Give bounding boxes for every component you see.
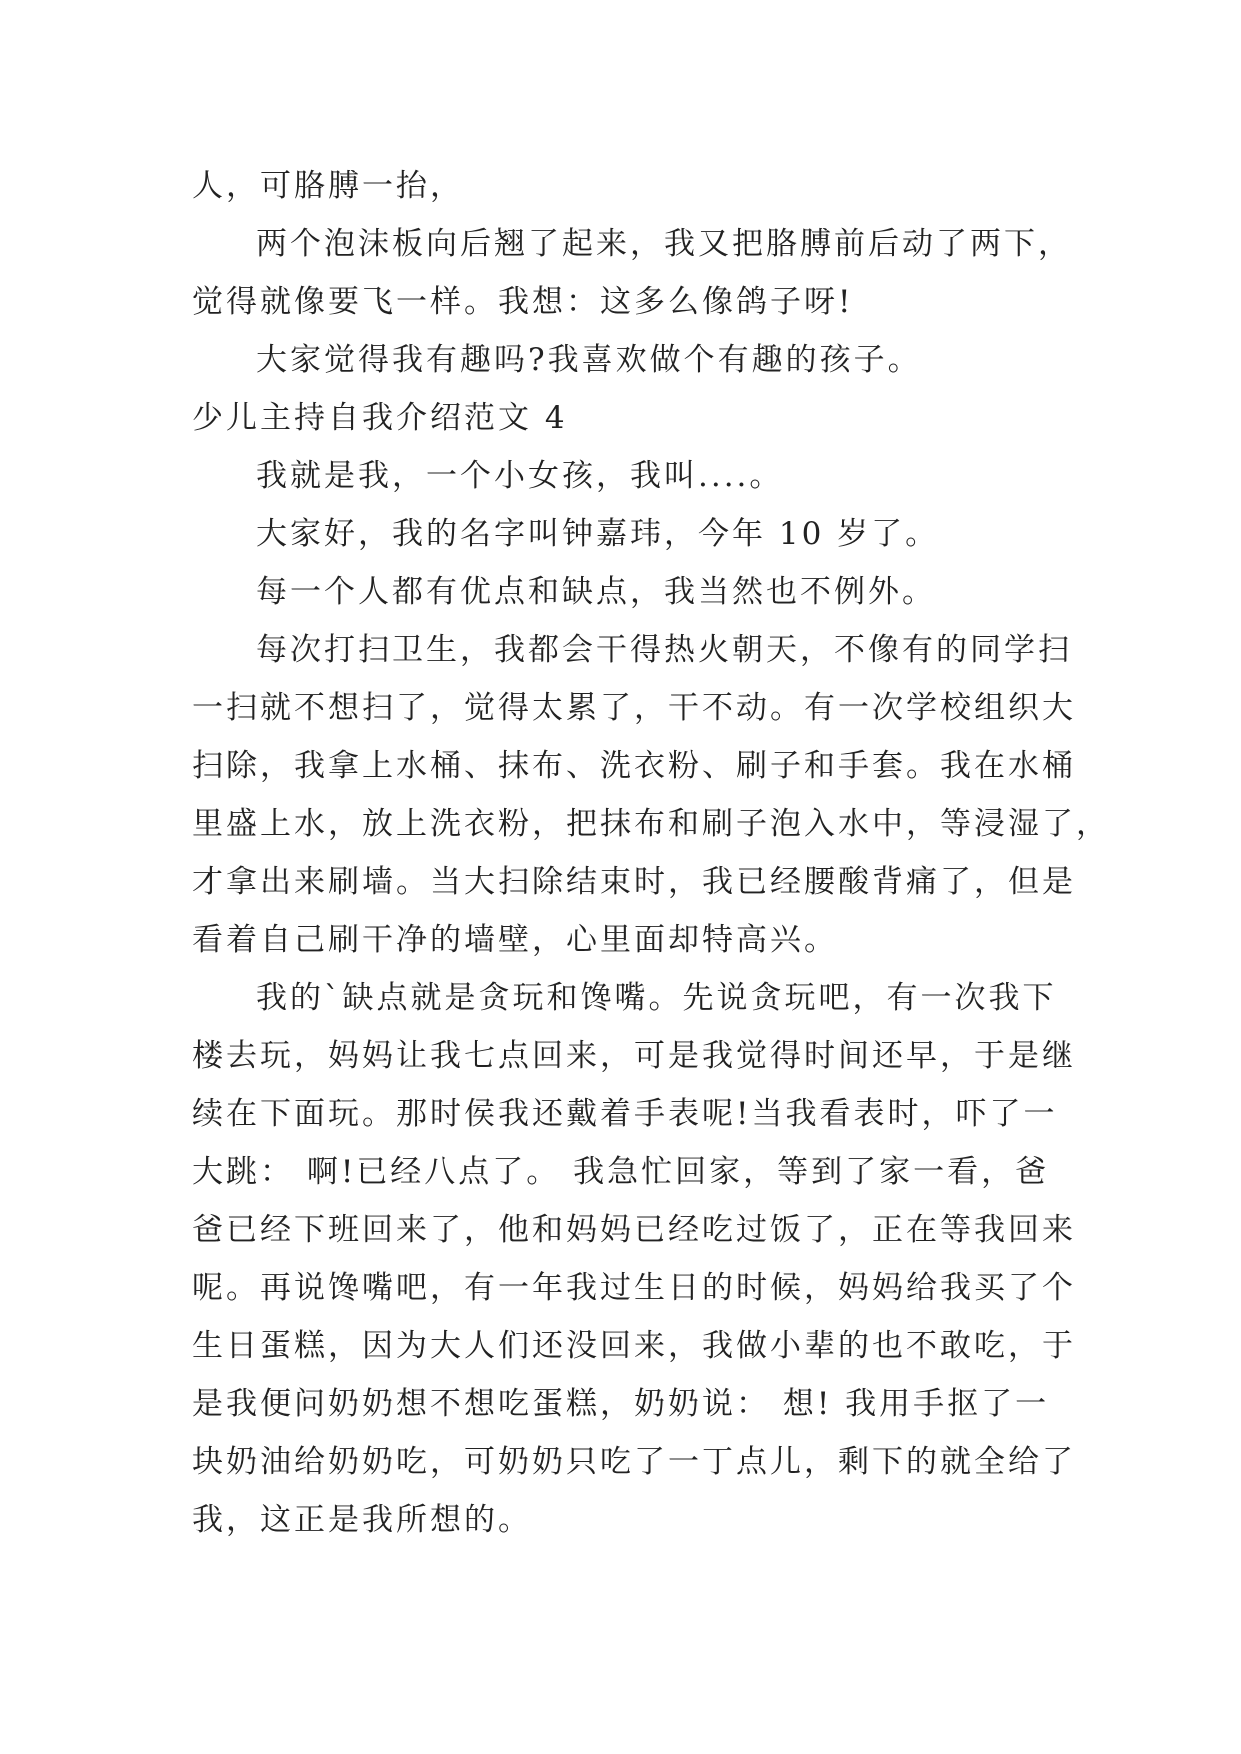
text-line: 是我便问奶奶想不想吃蛋糕，奶奶说： 想! 我用手抠了一: [192, 1386, 1050, 1422]
text-line: 续在下面玩。那时侯我还戴着手表呢!当我看表时，吓了一: [192, 1096, 1058, 1132]
text-line: 块奶油给奶奶吃，可奶奶只吃了一丁点儿，剩下的就全给了: [192, 1444, 1076, 1480]
text-line: 每次打扫卫生，我都会干得热火朝天，不像有的同学扫: [256, 632, 1072, 668]
text-line: 人，可胳膊一抬，: [192, 168, 464, 204]
text-line: 楼去玩，妈妈让我七点回来，可是我觉得时间还早，于是继: [192, 1038, 1076, 1074]
text-line: 我的`缺点就是贪玩和馋嘴。先说贪玩吧，有一次我下: [256, 980, 1057, 1016]
text-line: 才拿出来刷墙。当大扫除结束时，我已经腰酸背痛了，但是: [192, 864, 1076, 900]
text-line: 两个泡沫板向后翘了起来，我又把胳膊前后动了两下，: [256, 226, 1072, 262]
text-line: 生日蛋糕，因为大人们还没回来，我做小辈的也不敢吃，于: [192, 1328, 1076, 1364]
text-line: 里盛上水，放上洗衣粉，把抹布和刷子泡入水中，等浸湿了，: [192, 806, 1110, 842]
text-line: 爸已经下班回来了，他和妈妈已经吃过饭了，正在等我回来: [192, 1212, 1076, 1248]
text-line: 我就是我，一个小女孩，我叫....。: [256, 458, 784, 494]
text-line: 大跳： 啊!已经八点了。 我急忙回家，等到了家一看，爸: [192, 1154, 1050, 1190]
text-line: 每一个人都有优点和缺点，我当然也不例外。: [256, 574, 936, 610]
text-line: 呢。再说馋嘴吧，有一年我过生日的时候，妈妈给我买了个: [192, 1270, 1076, 1306]
document-body: [192, 157, 1110, 1549]
text-line: 觉得就像要飞一样。我想：这多么像鸽子呀!: [192, 284, 854, 320]
text-line: 一扫就不想扫了，觉得太累了，干不动。有一次学校组织大: [192, 690, 1076, 726]
text-line: 少儿主持自我介绍范文 4: [192, 400, 568, 436]
text-line: 看着自己刷干净的墙壁，心里面却特高兴。: [192, 922, 838, 958]
text-line: 大家好，我的名字叫钟嘉玮，今年 10 岁了。: [256, 516, 940, 552]
text-line: 大家觉得我有趣吗?我喜欢做个有趣的孩子。: [256, 342, 922, 378]
text-line: 我，这正是我所想的。: [192, 1502, 532, 1538]
text-line: 扫除，我拿上水桶、抹布、洗衣粉、刷子和手套。我在水桶: [192, 748, 1076, 784]
